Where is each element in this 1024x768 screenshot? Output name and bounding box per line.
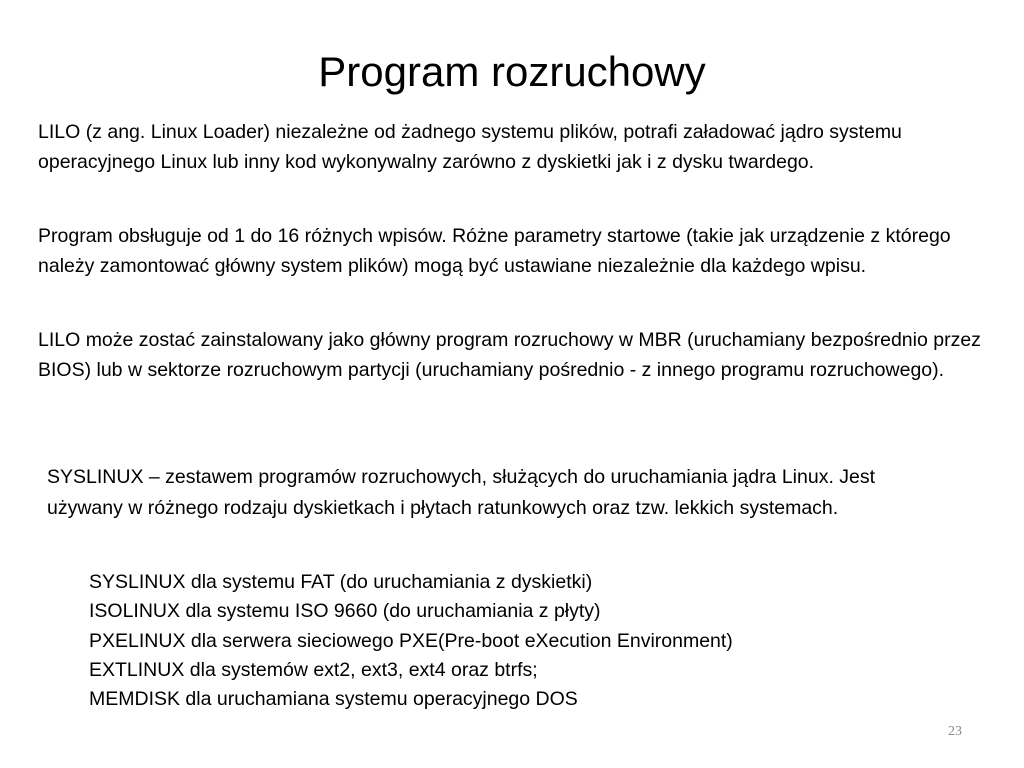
syslinux-variants-list (89, 568, 969, 714)
list-item: SYSLINUX dla systemu FAT (do uruchamiania z dyskietki) (89, 571, 593, 593)
lilo-intro-paragraph: LILO (z ang. Linux Loader) niezależne od żadnego systemu plików, potrafi załadować jądro systemu operacyjnego Linux lub inny kod wykonywalny zarówno z dyskietki jak i z dysku twardego. (38, 121, 902, 173)
lilo-entries-paragraph: Program obsługuje od 1 do 16 różnych wpisów. Różne parametry startowe (takie jak urządzenie z którego należy zamontować główny system plików) mogą być ustawiane niezależnie dla każdego wpisu. (38, 225, 951, 277)
lilo-install-paragraph: LILO może zostać zainstalowany jako główny program rozruchowy w MBR (uruchamiany bezpośrednio przez BIOS) lub w sektorze rozruchowym partycji (uruchamiany pośrednio - z innego programu rozruchowego). (38, 329, 981, 381)
list-item: EXTLINUX dla systemów ext2, ext3, ext4 oraz btrfs; (89, 658, 538, 681)
list-item: PXELINUX dla serwera sieciowego PXE(Pre-boot eXecution Environment) (89, 629, 733, 652)
slide-title: Program rozruchowy (318, 48, 706, 95)
list-item: ISOLINUX dla systemu ISO 9660 (do uruchamiania z płyty) (89, 600, 601, 623)
syslinux-description: SYSLINUX – zestawem programów rozruchowych, służących do uruchamiania jądra Linux. Jest używany w różnego rodzaju dyskietkach i płytach ratunkowych oraz tzw. lekkich systemach. (47, 466, 876, 519)
list-item: MEMDISK dla uruchamiana systemu operacyjnego DOS (89, 688, 578, 711)
page-number: 23 (948, 724, 962, 739)
